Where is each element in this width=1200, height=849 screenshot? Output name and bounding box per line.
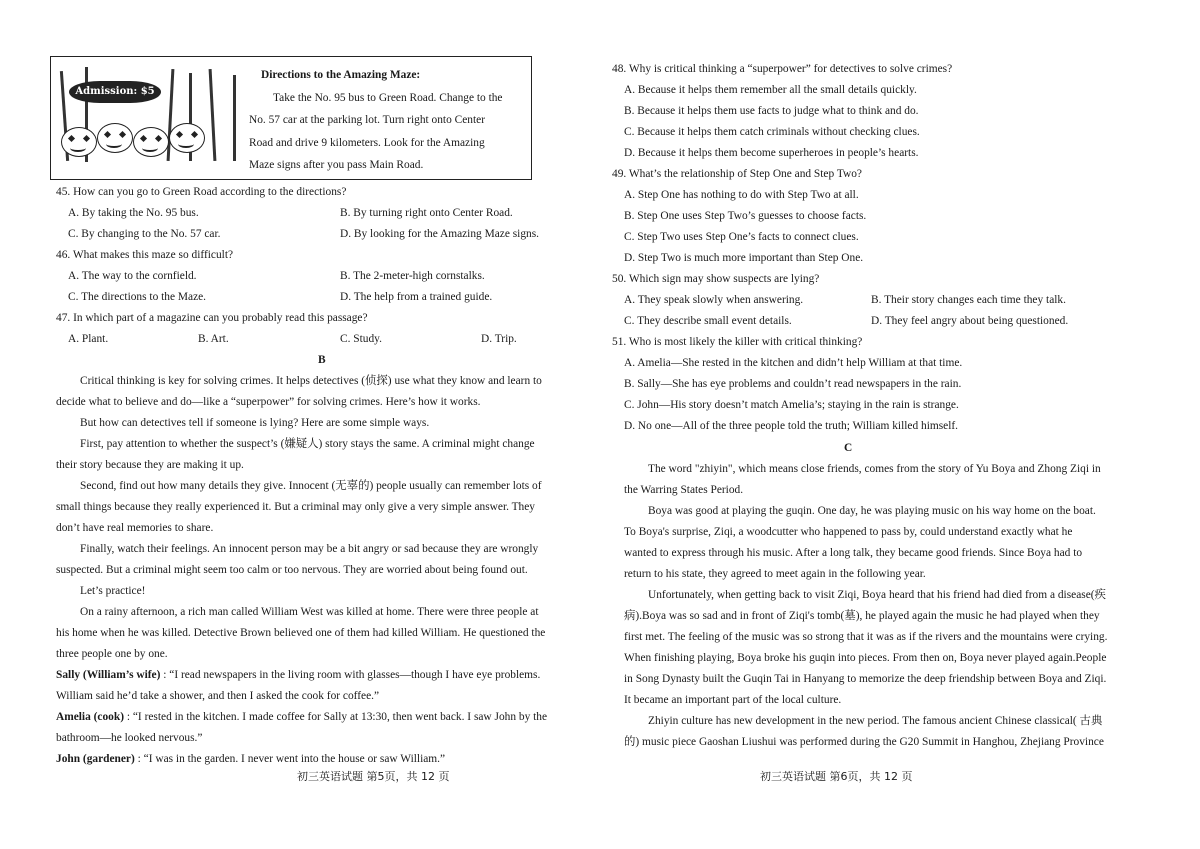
passage-c-line: in Song Dynasty built the Guqin Tai in Hanyang to memorize the deep friendship between Boya and Ziqi. xyxy=(624,673,1107,685)
passage-b-line: But how can detectives tell if someone is lying? Here are some simple ways. xyxy=(80,417,430,429)
q46-option-c: C. The directions to the Maze. xyxy=(68,291,207,303)
q45-option-b: B. By turning right onto Center Road. xyxy=(340,207,513,219)
maze-line-3: Road and drive 9 kilometers. Look for the Amazing xyxy=(249,137,485,149)
amelia-statement-cont: bathroom—he looked nervous.” xyxy=(56,732,203,744)
q45-option-a: A. By taking the No. 95 bus. xyxy=(68,207,199,219)
maze-line-4: Maze signs after you pass Main Road. xyxy=(249,159,424,171)
passage-b-line: Critical thinking is key for solving crimes. It helps detectives (侦探) use what they know and learn to xyxy=(80,375,542,387)
q50-option-a: A. They speak slowly when answering. xyxy=(624,294,804,306)
amelia-name: Amelia (cook) xyxy=(56,711,125,723)
q51-stem: 51. Who is most likely the killer with critical thinking? xyxy=(612,336,863,348)
john-statement xyxy=(56,752,445,766)
q50-stem: 50. Which sign may show suspects are lying? xyxy=(612,273,820,285)
passage-c-line: It became an important part of the local culture. xyxy=(624,694,842,706)
pumpkin-icon xyxy=(61,127,97,157)
q47-option-c: C. Study. xyxy=(340,333,382,345)
passage-b-line: don’t have real memories to share. xyxy=(56,522,214,534)
page-footer-left: 初三英语试题 第5页，共 12 页 xyxy=(297,770,450,783)
pumpkin-icon xyxy=(169,123,205,153)
q45-option-d: D. By looking for the Amazing Maze signs. xyxy=(340,228,539,240)
passage-b-line: small things because they really experienced it. But a criminal may only give a very simple answer. They xyxy=(56,501,536,513)
section-c-heading: C xyxy=(844,442,853,454)
sally-name: Sally (William’s wife) xyxy=(56,669,161,681)
q47-option-a: A. Plant. xyxy=(68,333,109,345)
q45-option-c: C. By changing to the No. 57 car. xyxy=(68,228,221,240)
maze-directions-title: Directions to the Amazing Maze: xyxy=(261,69,421,81)
q46-option-a: A. The way to the cornfield. xyxy=(68,270,197,282)
passage-b-line: their story because they are making it up. xyxy=(56,459,244,471)
q47-stem: 47. In which part of a magazine can you probably read this passage? xyxy=(56,312,368,324)
page-footer-right: 初三英语试题 第6页，共 12 页 xyxy=(760,770,913,783)
passage-b-line: three people one by one. xyxy=(56,648,168,660)
pumpkin-icon xyxy=(97,123,133,153)
passage-c-line: Boya was good at playing the guqin. One day, he was playing music on his way home on the boat. xyxy=(648,505,1096,517)
q47-option-d: D. Trip. xyxy=(481,333,517,345)
passage-c-line: wanted to express through his music. After a long talk, they became good friends. Since Boya had to xyxy=(624,547,1083,559)
passage-c-line: 病).Boya was so sad and in front of Ziqi's tomb(墓), he played again the music he had played when they xyxy=(624,610,1100,622)
passage-c-line: return to his state, they agreed to meet again in the following year. xyxy=(624,568,926,580)
q49-option-b: B. Step One uses Step Two’s guesses to choose facts. xyxy=(624,210,867,222)
passage-c-line: the Warring States Period. xyxy=(624,484,744,496)
maze-line-1: Take the No. 95 bus to Green Road. Change to the xyxy=(273,92,503,104)
q46-option-d: D. The help from a trained guide. xyxy=(340,291,493,303)
admission-ticket: Admission: $5 xyxy=(69,81,161,103)
q49-stem: 49. What’s the relationship of Step One and Step Two? xyxy=(612,168,862,180)
passage-b-line: suspected. But a criminal might seem too calm or too nervous. They are worried about being found out. xyxy=(56,564,528,576)
amelia-statement xyxy=(56,710,547,724)
q50-option-d: D. They feel angry about being questioned. xyxy=(871,315,1069,327)
passage-b-line: Finally, watch their feelings. An innocent person may be a bit angry or sad because they are wrongly xyxy=(80,543,539,555)
passage-b-line: On a rainy afternoon, a rich man called William West was killed at home. There were three people at xyxy=(80,606,539,618)
q48-option-b: B. Because it helps them use facts to judge what to think and do. xyxy=(624,105,919,117)
q48-option-c: C. Because it helps them catch criminals without checking clues. xyxy=(624,126,920,138)
john-name: John (gardener) xyxy=(56,753,135,765)
q49-option-c: C. Step Two uses Step One’s facts to connect clues. xyxy=(624,231,859,243)
passage-c-line: 的) music piece Gaoshan Liushui was performed during the G20 Summit in Hanghou, Zhejiang Province xyxy=(624,736,1104,748)
passage-b-line: decide what to believe and do—like a “superpower” for solving crimes. Here’s how it works. xyxy=(56,396,481,408)
q51-option-d: D. No one—All of the three people told the truth; William killed himself. xyxy=(624,420,959,432)
amelia-text: : “I rested in the kitchen. I made coffee for Sally at 13:30, then went back. I saw John by the xyxy=(124,711,548,723)
section-b-heading: B xyxy=(318,354,326,366)
passage-c-line: first met. The feeling of the music was so strong that it was as if the rivers and the mountains were crying. xyxy=(624,631,1108,643)
q47-option-b: B. Art. xyxy=(198,333,229,345)
maze-line-2: No. 57 car at the parking lot. Turn right onto Center xyxy=(249,114,486,126)
q49-option-d: D. Step Two is much more important than Step One. xyxy=(624,252,864,264)
q48-stem: 48. Why is critical thinking a “superpower” for detectives to solve crimes? xyxy=(612,63,953,75)
q48-option-d: D. Because it helps them become superheroes in people’s hearts. xyxy=(624,147,919,159)
q49-option-a: A. Step One has nothing to do with Step Two at all. xyxy=(624,189,859,201)
passage-c-line: To Boya's surprise, Ziqi, a woodcutter who happened to pass by, could understand exactly what he xyxy=(624,526,1073,538)
passage-b-line: Let’s practice! xyxy=(80,585,146,597)
passage-b-line: his home when he was killed. Detective Brown believed one of them had killed William. He questioned the xyxy=(56,627,546,639)
q45-stem: 45. How can you go to Green Road according to the directions? xyxy=(56,186,347,198)
q51-option-a: A. Amelia—She rested in the kitchen and didn’t help William at that time. xyxy=(624,357,963,369)
john-text: : “I was in the garden. I never went into the house or saw William.” xyxy=(134,753,446,765)
sally-statement xyxy=(56,668,540,682)
q46-stem: 46. What makes this maze so difficult? xyxy=(56,249,234,261)
q51-option-b: B. Sally—She has eye problems and couldn’t read newspapers in the rain. xyxy=(624,378,962,390)
sally-statement-cont: William said he’d take a shower, and then I asked the cook for coffee.” xyxy=(56,690,380,702)
q50-option-c: C. They describe small event details. xyxy=(624,315,792,327)
q51-option-c: C. John—His story doesn’t match Amelia’s; staying in the rain is strange. xyxy=(624,399,959,411)
q46-option-b: B. The 2-meter-high cornstalks. xyxy=(340,270,485,282)
q50-option-b: B. Their story changes each time they talk. xyxy=(871,294,1066,306)
sally-text: : “I read newspapers in the living room with glasses—though I have eye problems. xyxy=(160,669,541,681)
q48-option-a: A. Because it helps them remember all the small details quickly. xyxy=(624,84,917,96)
passage-b-line: First, pay attention to whether the suspect’s (嫌疑人) story stays the same. A criminal might change xyxy=(80,438,535,450)
passage-c-line: Zhiyin culture has new development in the new period. The famous ancient Chinese classical( 古典 xyxy=(648,715,1103,727)
passage-c-line: Unfortunately, when getting back to visit Ziqi, Boya heard that his friend had died from a disease(疾 xyxy=(648,589,1106,601)
maze-directions-box xyxy=(50,56,532,180)
pumpkin-icon xyxy=(133,127,169,157)
passage-b-line: Second, find out how many details they give. Innocent (无辜的) people usually can remember lots of xyxy=(80,480,542,492)
passage-c-line: When finishing playing, Boya broke his guqin into pieces. From then on, Boya never played again.People xyxy=(624,652,1107,664)
passage-c-line: The word "zhiyin", which means close friends, comes from the story of Yu Boya and Zhong Ziqi in xyxy=(648,463,1101,475)
